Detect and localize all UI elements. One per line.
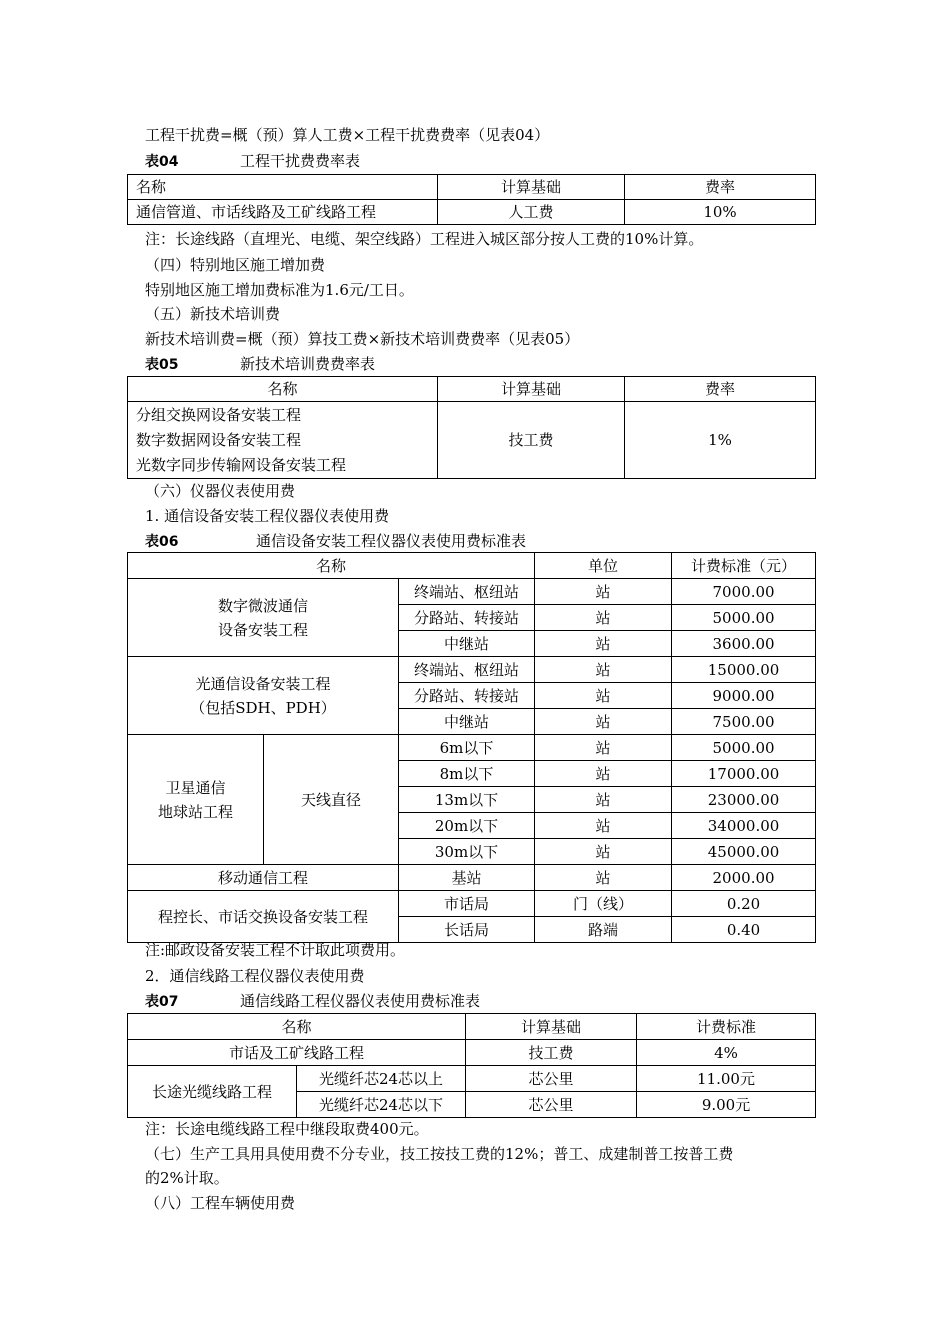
table-05-header-rate: 费率: [625, 377, 816, 402]
group-line: 地球站工程: [157, 802, 233, 821]
table-04-header-name: 名称: [128, 175, 438, 200]
table-06-unit: 站: [535, 761, 672, 787]
table-07-basis: 技工费: [466, 1040, 637, 1066]
table-06-unit: 站: [535, 605, 672, 631]
intro-04: 工程干扰费=概（预）算人工费×工程干扰费费率（见表04）: [145, 126, 550, 144]
group-line: 光通信设备安装工程: [195, 674, 331, 693]
table-06-header-standard: 计费标准（元）: [672, 553, 816, 579]
table-06-station: 终端站、枢纽站: [399, 579, 535, 605]
section-6-1: 1. 通信设备安装工程仪器仪表使用费: [145, 507, 390, 525]
table-07-basis: 芯公里: [466, 1066, 637, 1092]
table-06-value: 34000.00: [672, 813, 816, 839]
table-06-caption: [145, 531, 527, 552]
table-07-name: 市话及工矿线路工程: [128, 1040, 466, 1066]
table-05-name: 数字数据网设备安装工程: [136, 430, 302, 449]
table-06-station: 分路站、转接站: [399, 605, 535, 631]
table-06: [127, 552, 816, 943]
table-06-mobile: 移动通信工程: [128, 865, 399, 891]
table-04-cell-rate: 10%: [625, 200, 816, 225]
table-06-header-unit: 单位: [535, 553, 672, 579]
table-05-names: [128, 402, 438, 479]
group-line: （包括SDH、PDH）: [190, 698, 336, 717]
table-06-unit: 路端: [535, 917, 672, 943]
table-06-title: 通信设备安装工程仪器仪表使用费标准表: [256, 532, 527, 550]
table-05-name: 分组交换网设备安装工程: [136, 405, 302, 424]
table-05-caption: [145, 354, 376, 375]
table-06-value: 7000.00: [672, 579, 816, 605]
table-04-header-basis: 计算基础: [438, 175, 625, 200]
table-05-header-name: 名称: [128, 377, 438, 402]
table-06-diameter: 13m以下: [399, 787, 535, 813]
table-07-standard: 11.00元: [637, 1066, 816, 1092]
table-06-header-name: 名称: [128, 553, 535, 579]
table-06-unit: 站: [535, 579, 672, 605]
table-04-cell-name: 通信管道、市话线路及工矿线路工程: [128, 200, 438, 225]
table-06-label: 表06: [145, 534, 179, 550]
table-07-header-basis: 计算基础: [466, 1014, 637, 1040]
table-07-subname: 光缆纤芯24芯以下: [297, 1092, 466, 1118]
table-05-name: 光数字同步传输网设备安装工程: [136, 455, 347, 474]
table-06-value: 3600.00: [672, 631, 816, 657]
table-06-group-optical: [128, 657, 399, 735]
section-6-2: 2．通信线路工程仪器仪表使用费: [145, 967, 365, 985]
table-06-group-microwave: [128, 579, 399, 657]
table-04-label: 表04: [145, 154, 179, 170]
table-06-value: 45000.00: [672, 839, 816, 865]
section-7-line2: 的2%计取。: [145, 1169, 229, 1187]
table-06-value: 9000.00: [672, 683, 816, 709]
section-7-line1: （七）生产工具用具使用费不分专业，技工按技工费的12%；普工、成建制普工按普工费: [145, 1145, 734, 1163]
group-line: 数字微波通信: [217, 596, 308, 615]
note-06: 注:邮政设备安装工程不计取此项费用。: [145, 941, 406, 959]
table-06-unit: 站: [535, 631, 672, 657]
table-05-rate: 1%: [625, 402, 816, 479]
table-06-station: 终端站、枢纽站: [399, 657, 535, 683]
table-07-standard: 4%: [637, 1040, 816, 1066]
table-06-unit: 站: [535, 657, 672, 683]
section-8-heading: （八）工程车辆使用费: [145, 1194, 296, 1212]
table-05-label: 表05: [145, 357, 179, 373]
table-05-header-basis: 计算基础: [438, 377, 625, 402]
table-07-title: 通信线路工程仪器仪表使用费标准表: [240, 992, 481, 1010]
table-04-title: 工程干扰费费率表: [240, 152, 361, 170]
table-06-value: 5000.00: [672, 605, 816, 631]
section-6-heading: （六）仪器仪表使用费: [145, 482, 296, 500]
table-06-diameter: 6m以下: [399, 735, 535, 761]
table-06-value: 7500.00: [672, 709, 816, 735]
table-07-longline: 长途光缆线路工程: [128, 1066, 297, 1118]
section-4-heading: （四）特别地区施工增加费: [145, 256, 326, 274]
note-04: 注：长途线路（直埋光、电缆、架空线路）工程进入城区部分按人工费的10%计算。: [145, 230, 704, 248]
table-04-caption: [145, 151, 361, 172]
table-04-header-rate: 费率: [625, 175, 816, 200]
table-04-cell-basis: 人工费: [438, 200, 625, 225]
table-06-unit: 站: [535, 683, 672, 709]
table-06-unit: 站: [535, 865, 672, 891]
table-07: [127, 1013, 816, 1118]
table-07-header-standard: 计费标准: [637, 1014, 816, 1040]
table-06-unit: 站: [535, 839, 672, 865]
section-5-heading: （五）新技术培训费: [145, 305, 281, 323]
table-07-subname: 光缆纤芯24芯以上: [297, 1066, 466, 1092]
table-06-diameter: 20m以下: [399, 813, 535, 839]
table-05-title: 新技术培训费费率表: [240, 355, 376, 373]
table-06-unit: 站: [535, 735, 672, 761]
table-07-basis: 芯公里: [466, 1092, 637, 1118]
intro-05: 新技术培训费=概（预）算技工费×新技术培训费费率（见表05）: [145, 330, 580, 348]
table-06-antenna: 天线直径: [264, 735, 399, 865]
table-06-value: 15000.00: [672, 657, 816, 683]
table-06-unit: 站: [535, 709, 672, 735]
table-06-value: 5000.00: [672, 735, 816, 761]
table-04: [127, 174, 816, 225]
table-06-unit: 门（线）: [535, 891, 672, 917]
table-06-station: 中继站: [399, 709, 535, 735]
table-06-value: 0.40: [672, 917, 816, 943]
table-06-unit: 站: [535, 813, 672, 839]
table-07-header-name: 名称: [128, 1014, 466, 1040]
note-07: 注：长途电缆线路工程中继段取费400元。: [145, 1120, 429, 1138]
group-line: 卫星通信: [165, 778, 226, 797]
table-06-unit: 站: [535, 787, 672, 813]
group-line: 设备安装工程: [217, 620, 308, 639]
table-06-station: 基站: [399, 865, 535, 891]
table-06-value: 2000.00: [672, 865, 816, 891]
table-06-office: 长话局: [399, 917, 535, 943]
table-06-diameter: 8m以下: [399, 761, 535, 787]
table-06-value: 23000.00: [672, 787, 816, 813]
table-06-value: 17000.00: [672, 761, 816, 787]
table-06-group-satellite: [128, 735, 264, 865]
table-06-station: 中继站: [399, 631, 535, 657]
table-06-station: 分路站、转接站: [399, 683, 535, 709]
table-06-office: 市话局: [399, 891, 535, 917]
table-07-standard: 9.00元: [637, 1092, 816, 1118]
table-06-diameter: 30m以下: [399, 839, 535, 865]
table-06-value: 0.20: [672, 891, 816, 917]
table-07-caption: [145, 991, 481, 1012]
table-07-label: 表07: [145, 994, 179, 1010]
table-06-switch: 程控长、市话交换设备安装工程: [128, 891, 399, 943]
section-4-text: 特别地区施工增加费标准为1.6元/工日。: [145, 281, 414, 299]
table-05: [127, 376, 816, 479]
table-05-basis: 技工费: [438, 402, 625, 479]
